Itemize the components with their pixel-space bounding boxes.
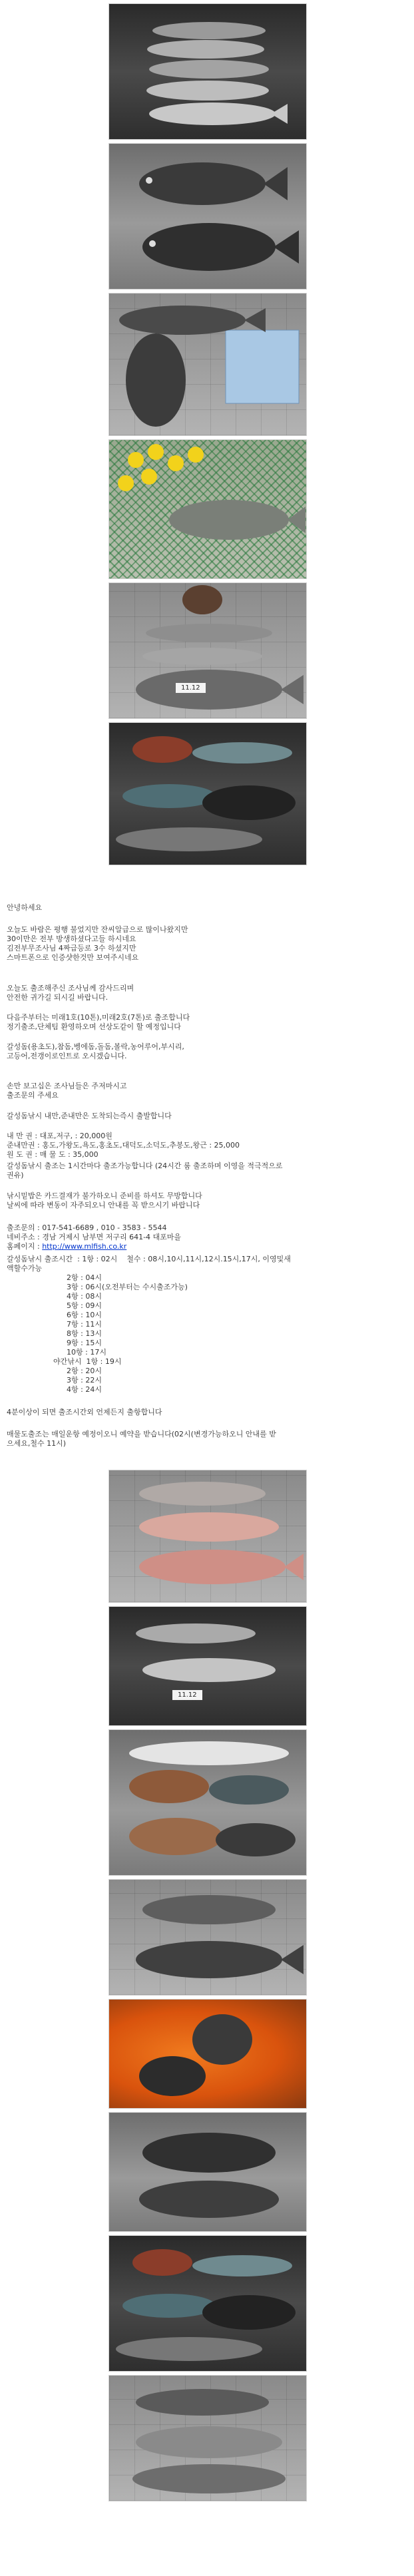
reserve-line: 갈성돔낚시 출조는 1시간마다 출조가능합니다 (24시간 룸 출조하며 이영을 적극적으로 xyxy=(7,1162,283,1170)
mixed-fish-illustration xyxy=(109,583,307,719)
fish-with-cooler-illustration xyxy=(109,294,307,436)
fish-stack-illustration xyxy=(109,4,307,140)
min-people-line: 4분이상이 되면 출조시간외 언제든지 출항합니다 xyxy=(7,1408,162,1416)
assorted-catch-illustration xyxy=(109,1730,307,1876)
net-and-fish-illustration xyxy=(109,440,307,579)
target-fish-paragraph xyxy=(7,1042,406,1061)
thanks-paragraph xyxy=(7,984,406,1002)
date-stamp-card xyxy=(172,1690,202,1700)
night-header: 야간낚시 1항 : 19시 xyxy=(53,1357,122,1366)
fish-in-orange-cooler-illustration xyxy=(109,2000,307,2109)
min-people-paragraph xyxy=(7,1408,406,1417)
striped-fish-illustration xyxy=(109,1880,307,1996)
departure-item: 10항 : 17시 xyxy=(67,1348,106,1357)
catch-photo-14 xyxy=(108,2375,307,2501)
catch-photo-2 xyxy=(108,143,307,290)
mackerel-and-bream-illustration xyxy=(109,723,307,865)
catch-photo-9 xyxy=(108,1729,307,1876)
catch-photo-6 xyxy=(108,722,307,865)
card-paragraph xyxy=(7,1191,406,1210)
contact-block xyxy=(7,1223,406,1251)
large-catch-illustration xyxy=(109,2376,307,2501)
target-fish-line: 갈성돔(용초도),참돔,벵에돔,돌돔,볼락,농어루어,부시리, xyxy=(7,1042,184,1051)
timetable-block xyxy=(7,1255,406,1395)
date-stamp-card xyxy=(176,683,206,693)
catch-photo-4 xyxy=(108,439,307,579)
homepage-link[interactable]: http://www.mlfish.co.kr xyxy=(42,1242,127,1251)
catch-photo-11 xyxy=(108,1999,307,2109)
maemuldo-line: 매물도출조는 매일운항 예정이오니 예약을 받습니다(02시(변경가능하오니 안내를 받 xyxy=(7,1430,276,1438)
departure-item: 5항 : 09시 xyxy=(67,1301,102,1310)
report-line: 김전부무조사님 4짜급등로 3수 하셨지만 xyxy=(7,944,136,953)
thanks-line: 안전한 귀가길 되시길 바랍니다. xyxy=(7,993,108,1002)
intro-text xyxy=(7,903,406,913)
bait-line: 손만 보고십은 조사님들은 주저마시고 xyxy=(7,1082,127,1090)
departure-item: 3항 : 06시(오전부터는 수시출조가능) xyxy=(67,1283,188,1291)
silver-fish-illustration xyxy=(109,1607,307,1726)
report-paragraph xyxy=(7,925,406,963)
catch-photo-1 xyxy=(108,3,307,140)
catch-photo-12 xyxy=(108,2112,307,2232)
price-line-inner: 내 만 권 : 대포,저구, : 20,000원 xyxy=(7,1132,112,1140)
mackerel-and-bream-illustration xyxy=(109,2236,307,2372)
report-line: 30이만은 전부 방생하셨다고들 하시네요 xyxy=(7,935,136,943)
maemuldo-line: 으세요,철수 11시) xyxy=(7,1439,67,1448)
reserve-paragraph xyxy=(7,1162,406,1180)
card-line: 날씨에 따라 변동이 자주되오니 안내를 꼭 받으시기 바랍니다 xyxy=(7,1201,200,1209)
homepage-label: 홈페이지 : xyxy=(7,1242,43,1251)
report-line: 스마트폰으로 인증샷한것만 보여주시네요 xyxy=(7,953,139,962)
schedule-note-line: 다음주부터는 미래1호(10톤),미래2호(7톤)로 출조합니다 xyxy=(7,1013,190,1022)
thanks-line: 오늘도 출조해주신 조사님께 감사드리며 xyxy=(7,984,134,992)
catch-photo-5 xyxy=(108,582,307,719)
reserve-line: 권유) xyxy=(7,1171,24,1180)
depart-line: 갈성돔낚시 내만,준내만은 도착되는즉시 출발합니다 xyxy=(7,1112,172,1120)
catch-photo-7 xyxy=(108,1470,307,1603)
black-seabream-illustration xyxy=(109,144,307,290)
red-seabream-illustration xyxy=(109,1470,307,1603)
catch-photo-3 xyxy=(108,293,307,436)
departure-item: 4항 : 08시 xyxy=(67,1292,102,1301)
timetable-header-cont: 액할수가능 xyxy=(7,1264,43,1273)
departure-item: 6항 : 10시 xyxy=(67,1311,102,1319)
maemuldo-paragraph xyxy=(7,1430,406,1448)
price-line-outer: 원 도 권 : 매 물 도 : 35,000 xyxy=(7,1150,99,1159)
night-item: 4항 : 24시 xyxy=(67,1385,102,1394)
date-stamp-text: 11.12 xyxy=(181,684,200,692)
bait-paragraph xyxy=(7,1082,406,1100)
departure-item: 7항 : 11시 xyxy=(67,1320,102,1329)
date-stamp-text: 11.12 xyxy=(178,1691,197,1699)
contact-phone: 출조문의 : 017-541-6689 , 010 - 3583 - 5544 xyxy=(7,1223,167,1232)
price-list xyxy=(7,1132,406,1160)
night-item: 3항 : 22시 xyxy=(67,1376,102,1385)
bream-on-floor-illustration xyxy=(109,2113,307,2232)
departure-item: 9항 : 15시 xyxy=(67,1339,102,1347)
bait-line: 출조문의 주세요 xyxy=(7,1091,59,1100)
catch-photo-10 xyxy=(108,1879,307,1996)
greeting: 안녕하세요 xyxy=(7,903,43,912)
night-item: 2항 : 20시 xyxy=(67,1367,102,1375)
contact-address: 네비주소 : 경남 거제시 남부면 저구리 641-4 대포마을 xyxy=(7,1233,182,1241)
schedule-note-paragraph xyxy=(7,1013,406,1032)
price-line-semi: 준내만권 : 홍도,가왕도,욕도,홍초도,대덕도,소덕도,추봉도,왕근 : 25,000 xyxy=(7,1141,240,1150)
departure-item: 8항 : 13시 xyxy=(67,1329,102,1338)
timetable-header: 갈성돔낚시 출조시간 : 1항 : 02시 철수 : 08시,10시,11시,12시.15시,17시, 이영및새 xyxy=(7,1255,291,1263)
contact-homepage xyxy=(7,1242,406,1251)
catch-photo-8 xyxy=(108,1606,307,1726)
departure-item: 2항 : 04시 xyxy=(67,1273,102,1282)
report-line: 오늘도 바람은 평행 불었지만 잔씨알급으로 많이나왔지만 xyxy=(7,925,188,934)
schedule-note-line: 정기출조,단체팀 환영하오며 선상도같이 할 예정입니다 xyxy=(7,1022,181,1031)
card-line: 낚시밑밥은 카드결재가 불가하오니 준비를 하셔도 무방합니다 xyxy=(7,1191,202,1200)
depart-paragraph xyxy=(7,1112,406,1121)
target-fish-line: 고등어,전갱이로인트로 오시겠습니다. xyxy=(7,1052,127,1060)
catch-photo-13 xyxy=(108,2235,307,2372)
